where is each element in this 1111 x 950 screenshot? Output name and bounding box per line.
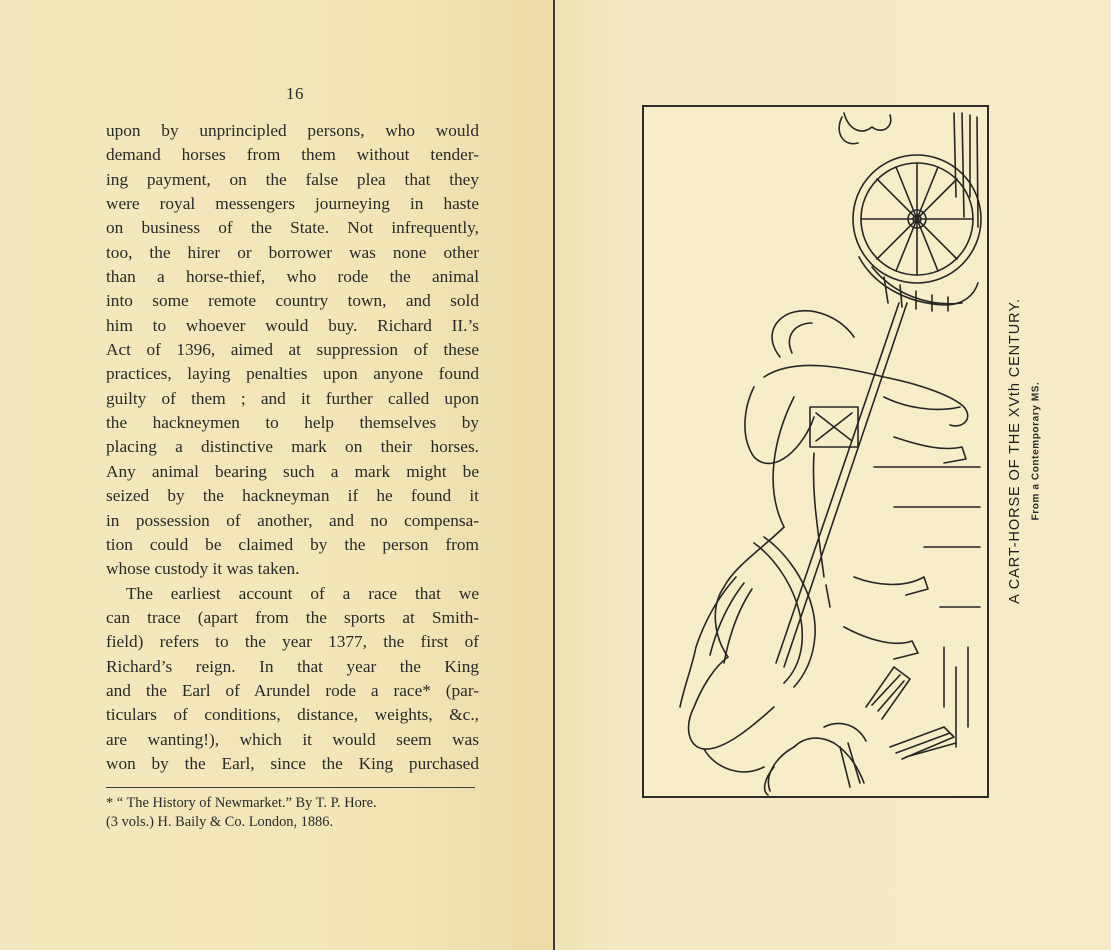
text-line: can trace (apart from the sports at Smith- xyxy=(106,607,479,627)
text-line: guilty of them ; and it further called upon xyxy=(106,388,479,408)
text-line: into some remote country town, and sold xyxy=(106,291,479,311)
text-line: Richard’s reign. In that year the King xyxy=(106,656,479,676)
caption-subtitle: From a Contemporary MS. xyxy=(1030,381,1042,521)
footnote xyxy=(106,794,475,832)
text-line: seized by the hackneyman if he found it xyxy=(106,486,479,506)
text-line: field) refers to the year 1377, the first of xyxy=(106,632,479,652)
footnote-line: * “ The History of Newmarket.” By T. P. Hore. xyxy=(106,795,377,811)
text-line: too, the hirer or borrower was none other xyxy=(106,242,479,262)
footnote-divider xyxy=(106,787,475,788)
cart-horse-engraving-icon xyxy=(642,105,989,798)
body-text xyxy=(106,119,479,776)
text-line: ticulars of conditions, distance, weights, &c., xyxy=(106,705,479,725)
text-line: in possession of another, and no compensa- xyxy=(106,510,479,530)
text-line: The earliest account of a race that we xyxy=(126,583,479,603)
text-line: Any animal bearing such a mark might be xyxy=(106,461,479,481)
text-line: the hackneymen to help themselves by xyxy=(106,413,479,433)
text-line: placing a distinctive mark on their horses. xyxy=(106,437,479,457)
text-line: are wanting!), which it would seem was xyxy=(106,729,479,749)
text-line: and the Earl of Arundel rode a race* (par- xyxy=(106,680,479,700)
text-line: practices, laying penalties upon anyone found xyxy=(106,364,479,384)
text-line: won by the Earl, since the King purchased xyxy=(106,753,479,773)
book-gutter xyxy=(553,0,555,950)
page-number: 16 xyxy=(286,84,304,103)
illustration-drawing xyxy=(644,107,987,796)
text-line: on business of the State. Not infrequently, xyxy=(106,218,479,238)
text-line: ing payment, on the false plea that they xyxy=(106,169,479,189)
left-page xyxy=(0,0,554,950)
text-line: whose custody it was taken. xyxy=(106,559,300,579)
text-line: upon by unprincipled persons, who would xyxy=(106,121,479,140)
text-line: Act of 1396, aimed at suppression of these xyxy=(106,340,479,360)
text-line: tion could be claimed by the person from xyxy=(106,534,479,554)
figure-caption xyxy=(1003,106,1043,796)
text-line: him to whoever would buy. Richard II.’s xyxy=(106,315,479,335)
text-line: demand horses from them without tender- xyxy=(106,145,479,165)
text-line: than a horse-thief, who rode the animal xyxy=(106,267,479,287)
caption-title: A CART-HORSE OF THE XVth CENTURY. xyxy=(1007,298,1023,604)
text-line: were royal messengers journeying in haste xyxy=(106,194,479,214)
footnote-line: (3 vols.) H. Baily & Co. London, 1886. xyxy=(106,814,334,830)
